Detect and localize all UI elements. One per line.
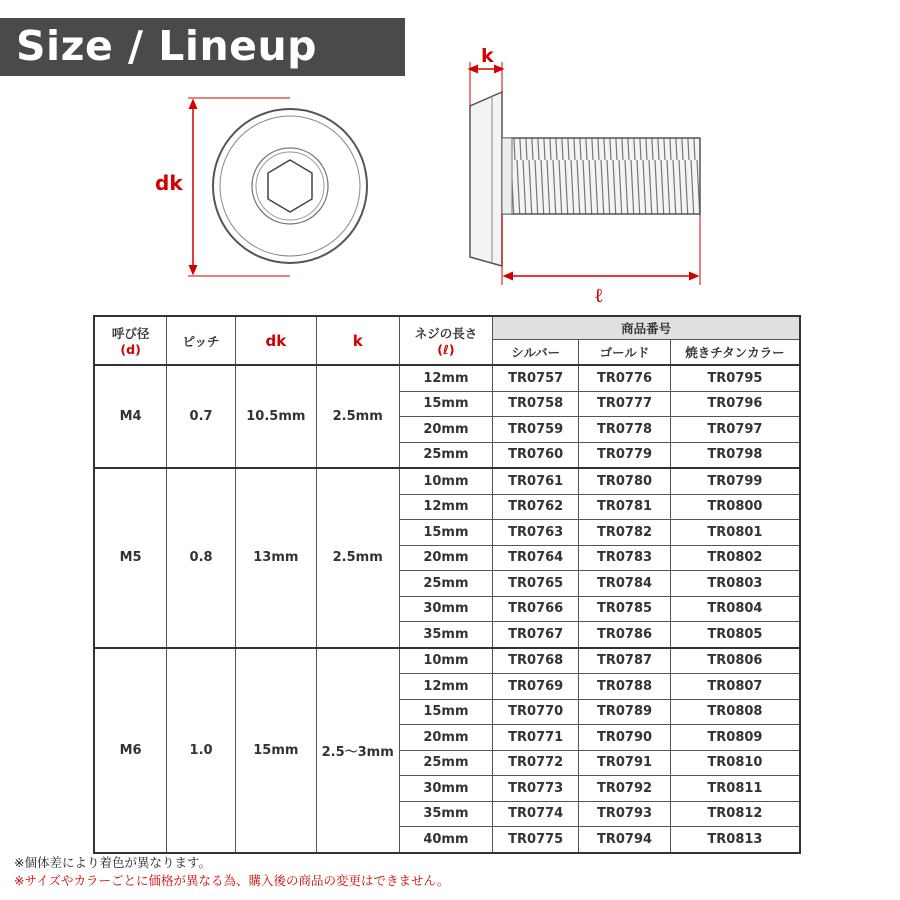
cell-gold-number: TR0783 [579, 545, 671, 571]
cell-silver-number: TR0761 [493, 468, 579, 494]
cell-silver-number: TR0771 [493, 725, 579, 751]
cell-pitch: 1.0 [167, 648, 236, 853]
cell-pitch: 0.7 [167, 365, 236, 468]
cell-burnt-number: TR0797 [670, 417, 800, 443]
page-title: Size / Lineup [16, 22, 317, 70]
header-silver: シルバー [493, 340, 579, 366]
cell-size: M5 [94, 468, 167, 648]
header-pitch: ピッチ [167, 316, 236, 365]
table-row [94, 648, 800, 674]
header-product-number: 商品番号 [493, 316, 800, 340]
cell-silver-number: TR0768 [493, 648, 579, 674]
cell-length: 40mm [399, 827, 493, 853]
cell-length: 20mm [399, 545, 493, 571]
cell-silver-number: TR0758 [493, 391, 579, 417]
cell-k: 2.5mm [316, 365, 399, 468]
cell-length: 35mm [399, 801, 493, 827]
bolt-front-view [213, 109, 367, 263]
cell-gold-number: TR0791 [579, 750, 671, 776]
cell-length: 25mm [399, 442, 493, 468]
cell-burnt-number: TR0796 [670, 391, 800, 417]
cell-silver-number: TR0757 [493, 365, 579, 391]
cell-length: 20mm [399, 417, 493, 443]
cell-size: M6 [94, 648, 167, 853]
cell-gold-number: TR0782 [579, 520, 671, 546]
cell-gold-number: TR0793 [579, 801, 671, 827]
cell-burnt-number: TR0799 [670, 468, 800, 494]
cell-burnt-number: TR0802 [670, 545, 800, 571]
header-gold: ゴールド [579, 340, 671, 366]
cell-silver-number: TR0775 [493, 827, 579, 853]
header-nominal: 呼び径 (d) [94, 316, 167, 365]
cell-burnt-number: TR0805 [670, 622, 800, 648]
cell-dk: 13mm [235, 468, 316, 648]
cell-gold-number: TR0781 [579, 494, 671, 520]
cell-k: 2.5mm [316, 468, 399, 648]
cell-burnt-number: TR0809 [670, 725, 800, 751]
cell-silver-number: TR0767 [493, 622, 579, 648]
cell-length: 30mm [399, 596, 493, 622]
cell-length: 25mm [399, 750, 493, 776]
cell-burnt-number: TR0808 [670, 699, 800, 725]
cell-length: 15mm [399, 391, 493, 417]
cell-burnt-number: TR0810 [670, 750, 800, 776]
cell-length: 15mm [399, 699, 493, 725]
cell-length: 35mm [399, 622, 493, 648]
cell-dk: 10.5mm [235, 365, 316, 468]
cell-gold-number: TR0787 [579, 648, 671, 674]
cell-burnt-number: TR0801 [670, 520, 800, 546]
cell-gold-number: TR0790 [579, 725, 671, 751]
cell-length: 25mm [399, 571, 493, 597]
cell-burnt-number: TR0813 [670, 827, 800, 853]
table-row [94, 365, 800, 391]
cell-silver-number: TR0772 [493, 750, 579, 776]
cell-silver-number: TR0774 [493, 801, 579, 827]
cell-gold-number: TR0784 [579, 571, 671, 597]
cell-burnt-number: TR0812 [670, 801, 800, 827]
cell-burnt-number: TR0795 [670, 365, 800, 391]
k-label: k [481, 45, 494, 67]
cell-burnt-number: TR0803 [670, 571, 800, 597]
cell-silver-number: TR0766 [493, 596, 579, 622]
cell-burnt-number: TR0800 [670, 494, 800, 520]
cell-burnt-number: TR0811 [670, 776, 800, 802]
cell-length: 12mm [399, 494, 493, 520]
cell-length: 10mm [399, 468, 493, 494]
cell-length: 10mm [399, 648, 493, 674]
cell-gold-number: TR0785 [579, 596, 671, 622]
table-body [94, 365, 800, 853]
cell-burnt-number: TR0807 [670, 674, 800, 700]
cell-gold-number: TR0794 [579, 827, 671, 853]
cell-dk: 15mm [235, 648, 316, 853]
header-length: ネジの長さ (ℓ) [399, 316, 493, 365]
cell-silver-number: TR0770 [493, 699, 579, 725]
note-color-variance: ※個体差により着色が異なります。 [14, 855, 211, 870]
cell-silver-number: TR0759 [493, 417, 579, 443]
length-dimension [502, 214, 700, 307]
dk-label: dk [155, 171, 183, 195]
cell-silver-number: TR0765 [493, 571, 579, 597]
cell-burnt-number: TR0804 [670, 596, 800, 622]
cell-size: M4 [94, 365, 167, 468]
bolt-side-view [470, 92, 700, 266]
header-k: k [316, 316, 399, 365]
cell-gold-number: TR0780 [579, 468, 671, 494]
cell-gold-number: TR0789 [579, 699, 671, 725]
lineup-table [93, 315, 801, 854]
cell-length: 12mm [399, 365, 493, 391]
cell-gold-number: TR0778 [579, 417, 671, 443]
cell-pitch: 0.8 [167, 468, 236, 648]
cell-gold-number: TR0779 [579, 442, 671, 468]
note-no-exchange: ※サイズやカラーごとに価格が異なる為、購入後の商品の変更はできません。 [14, 873, 450, 888]
cell-gold-number: TR0786 [579, 622, 671, 648]
cell-gold-number: TR0776 [579, 365, 671, 391]
cell-length: 12mm [399, 674, 493, 700]
header-dk: dk [235, 316, 316, 365]
cell-gold-number: TR0788 [579, 674, 671, 700]
cell-length: 30mm [399, 776, 493, 802]
cell-silver-number: TR0773 [493, 776, 579, 802]
cell-silver-number: TR0762 [493, 494, 579, 520]
notes [14, 854, 449, 890]
cell-burnt-number: TR0798 [670, 442, 800, 468]
cell-silver-number: TR0760 [493, 442, 579, 468]
cell-gold-number: TR0792 [579, 776, 671, 802]
cell-gold-number: TR0777 [579, 391, 671, 417]
table-row [94, 468, 800, 494]
length-label: ℓ [595, 283, 603, 307]
cell-k: 2.5～3mm [316, 648, 399, 853]
cell-silver-number: TR0763 [493, 520, 579, 546]
cell-burnt-number: TR0806 [670, 648, 800, 674]
bolt-diagram [0, 0, 900, 310]
header-burnt-titanium: 焼きチタンカラー [670, 340, 800, 366]
cell-silver-number: TR0769 [493, 674, 579, 700]
cell-length: 20mm [399, 725, 493, 751]
cell-length: 15mm [399, 520, 493, 546]
cell-silver-number: TR0764 [493, 545, 579, 571]
